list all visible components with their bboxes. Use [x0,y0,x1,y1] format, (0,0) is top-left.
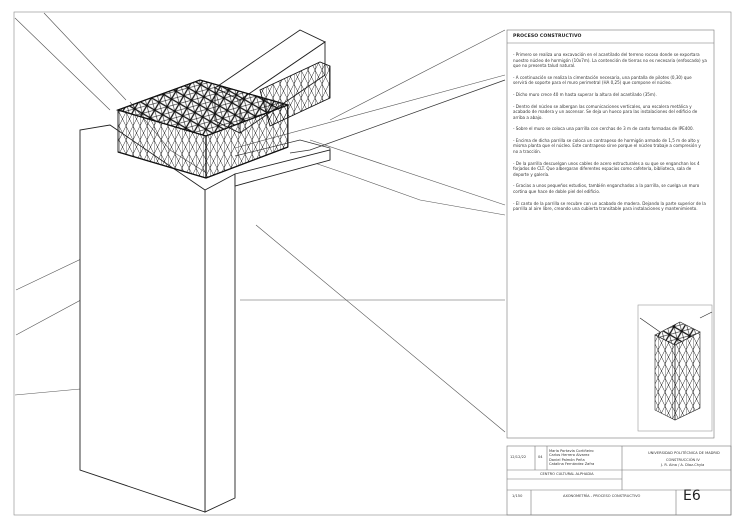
note-item: - Gracias a unos pequeños estudios, también enganchados a la parrilla, se cuelga un muro cortina que hace de doble piel del edificio. [513,183,700,194]
title-project: CENTRO CULTURAL ALPHADIA [540,472,594,476]
author-name: Carlos Herrero Alvarez [549,453,590,458]
note-item: - Dentro del núcleo se albergan las comunicaciones verticales, una escalera metálica y acabado de madera y un ascensor. Se deja un hueco para las instalaciones del edificio de arriba a abajo. [513,103,698,120]
title-sheet-title: AXONOMETRÍA - PROCESO CONSTRUCTIVO [563,494,641,498]
note-item: - Primero se realiza una excavación en el acantilado del terreno rocoso donde se exportara nuestro núcleo de hormigón (10x7m). La contención de tierras no es necesaria (enfoscado) ya que no presenta talud natural. [513,52,707,68]
note-item: - De la parrilla descuelgan unos cables de acero estructurales a su que se enganchan los 4 forjados de CLT. Que albergaran diferentes espacios como cafetería, biblioteca, sala de deporte y galería. [513,160,700,177]
title-scale: 1/150 [512,494,523,498]
notes-panel [507,30,714,438]
title-authors [549,449,594,467]
author-name: Catalina Fernández Zafra [549,462,595,467]
note-item: - Sobre el muro se coloca una parrilla con cerchas de 3 m de canto formadas de IPE400. [513,126,694,132]
title-course: CONSTRUCCIÓN IV [666,458,700,462]
note-item: - Encima de dicha parrilla se coloca un contrapeso de hormigón armado de 1,5 m de alto y misma planta que el núcleo. Este contrapeso sirve porque el núcleo trabaje a compresión y no a tracción. [513,137,701,154]
note-item: - A continuación se realiza la cimentación necesaria, una pantalla de pilotes (0,30) que servirá de soporte para el muro perimetral (HA 0,25) que compone el núcleo. [513,74,692,86]
author-name: María Portavía Cortiñeiro [549,449,594,453]
concrete-core [80,125,330,512]
title-teachers: J. R. Aina / A. Díaz-Chyla [661,463,705,467]
title-date: 12/12/22 [510,455,527,459]
process-notes [513,52,707,218]
panel-title: PROCESO CONSTRUCTIVO [513,34,582,39]
note-item: - Dicho muro crece 40 m hasta superar la altura del acantilado (35m). [513,91,657,97]
sheet-number: E6 [683,488,701,504]
note-item: - El canto de la parrilla se recubre con un acabado de madera. Dejando la parte superior de la parrilla al aire libre, creando una cubierta transitable para instalaciones y mantenimiento. [513,200,706,211]
title-group: 04 [538,455,543,459]
author-name: Daniel Palmón Peña [549,457,585,462]
title-university: UNIVERSIDAD POLITÉCNICA DE MADRID [648,451,720,455]
